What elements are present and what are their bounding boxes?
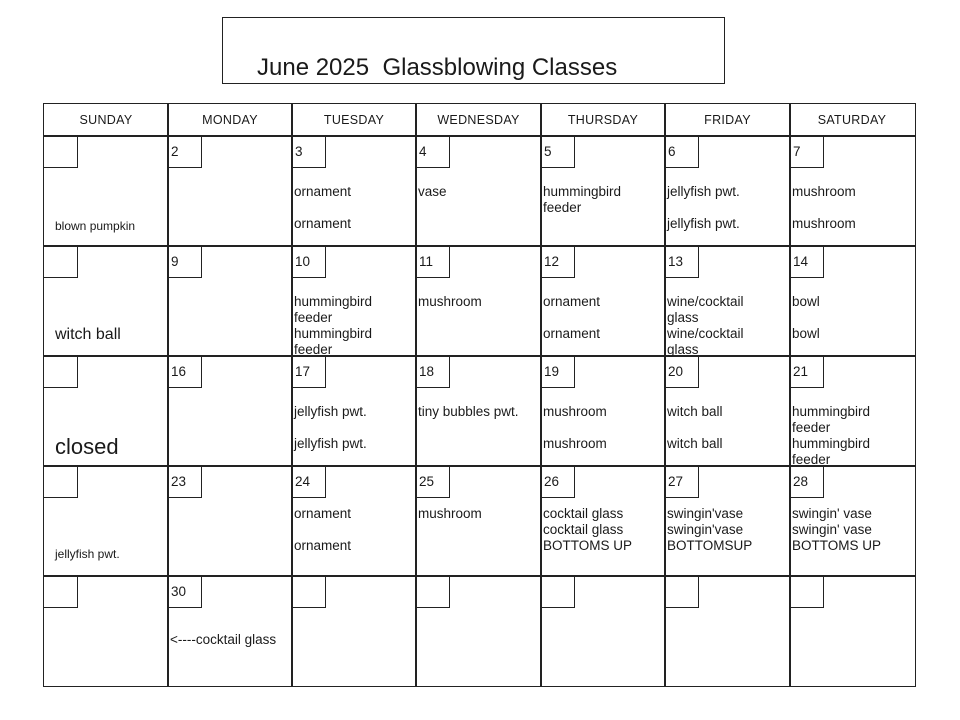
date-box xyxy=(790,246,824,278)
class-entry: ornament xyxy=(294,506,352,521)
day-cell xyxy=(665,246,790,356)
date-number: 23 xyxy=(171,474,187,489)
class-entry: swingin'vase swingin'vase xyxy=(667,506,744,537)
day-header-thursday: THURSDAY xyxy=(567,113,639,127)
day-header-friday: FRIDAY xyxy=(704,113,751,127)
calendar-grid xyxy=(43,103,916,687)
day-cell xyxy=(665,466,790,576)
date-number: 17 xyxy=(295,364,311,379)
class-entry: BOTTOMS UP xyxy=(792,538,882,553)
class-entry: jellyfish pwt. xyxy=(294,404,367,419)
class-entry: hummingbird feeder xyxy=(792,436,871,467)
class-entry: mushroom xyxy=(543,436,607,451)
date-number: 21 xyxy=(793,364,809,379)
date-box xyxy=(292,466,326,498)
class-entry: tiny bubbles pwt. xyxy=(418,404,519,419)
day-header-monday: MONDAY xyxy=(202,113,258,127)
day-header-tuesday: TUESDAY xyxy=(323,113,385,127)
class-entry: jellyfish pwt. xyxy=(667,184,740,199)
date-box xyxy=(790,576,824,608)
date-number: 19 xyxy=(544,364,560,379)
date-box xyxy=(292,576,326,608)
date-number: 25 xyxy=(419,474,435,489)
day-cell xyxy=(416,466,541,576)
class-entry: ornament xyxy=(294,538,352,553)
date-number: 11 xyxy=(419,254,434,269)
date-box xyxy=(168,136,202,168)
class-entry: hummingbird feeder xyxy=(792,404,871,435)
day-cell xyxy=(790,576,914,685)
day-cell xyxy=(790,356,914,466)
date-number: 30 xyxy=(171,584,187,599)
date-number: 20 xyxy=(668,364,684,379)
class-entry: ornament xyxy=(294,184,352,199)
date-box xyxy=(292,356,326,388)
class-entry: mushroom xyxy=(792,216,856,231)
day-header-sunday: SUNDAY xyxy=(79,113,133,127)
date-box xyxy=(790,466,824,498)
day-cell xyxy=(44,466,168,576)
date-number: 3 xyxy=(295,144,303,159)
date-number: 14 xyxy=(793,254,809,269)
class-entry: witch ball xyxy=(667,436,723,451)
date-box xyxy=(168,576,202,608)
class-entry: mushroom xyxy=(792,184,856,199)
date-number: 18 xyxy=(419,364,435,379)
sunday-note: witch ball xyxy=(55,326,121,343)
day-cell xyxy=(541,576,665,685)
date-box xyxy=(790,356,824,388)
class-entry: witch ball xyxy=(667,404,723,419)
date-number: 12 xyxy=(544,254,560,269)
class-entry: <----cocktail glass xyxy=(170,632,277,647)
day-cell xyxy=(292,466,416,576)
date-box xyxy=(541,356,575,388)
calendar-title: June 2025 Glassblowing Classes xyxy=(257,54,618,81)
sunday-note: closed xyxy=(55,434,119,459)
day-cell xyxy=(44,136,168,246)
date-box xyxy=(416,246,450,278)
date-box xyxy=(44,576,78,608)
day-cell xyxy=(416,246,541,356)
date-box xyxy=(168,466,202,498)
class-entry: wine/cocktail glass xyxy=(667,294,744,325)
day-cell xyxy=(168,136,292,246)
date-box xyxy=(168,246,202,278)
class-entry: hummingbird feeder xyxy=(294,326,373,357)
day-cell xyxy=(541,136,665,246)
day-cell xyxy=(44,356,168,466)
date-number: 2 xyxy=(171,144,179,159)
class-entry: mushroom xyxy=(543,404,607,419)
class-entry: hummingbird feeder xyxy=(543,184,622,215)
class-entry: ornament xyxy=(543,326,601,341)
sunday-note: jellyfish pwt. xyxy=(55,547,120,561)
date-box xyxy=(44,466,78,498)
class-entry: jellyfish pwt. xyxy=(667,216,740,231)
class-entry: vase xyxy=(418,184,447,199)
date-box xyxy=(541,466,575,498)
title-box xyxy=(222,17,725,84)
date-box xyxy=(665,466,699,498)
day-cell xyxy=(665,356,790,466)
date-box xyxy=(665,246,699,278)
date-box xyxy=(665,136,699,168)
date-number: 9 xyxy=(171,254,179,269)
day-cell xyxy=(416,576,541,685)
date-box xyxy=(790,136,824,168)
date-box xyxy=(44,246,78,278)
class-entry: mushroom xyxy=(418,506,482,521)
day-cell xyxy=(790,136,914,246)
date-box xyxy=(416,466,450,498)
class-entry: ornament xyxy=(294,216,352,231)
date-number: 7 xyxy=(793,144,801,159)
date-box xyxy=(292,136,326,168)
day-cell xyxy=(168,576,292,685)
day-cell xyxy=(665,576,790,685)
date-box xyxy=(541,136,575,168)
date-box xyxy=(44,356,78,388)
date-number: 26 xyxy=(544,474,560,489)
date-box xyxy=(541,576,575,608)
date-box xyxy=(665,576,699,608)
class-entry: jellyfish pwt. xyxy=(294,436,367,451)
sunday-note: blown pumpkin xyxy=(55,219,136,233)
day-cell xyxy=(790,466,914,576)
day-cell xyxy=(416,136,541,246)
date-number: 6 xyxy=(668,144,676,159)
day-cell xyxy=(541,246,665,356)
day-cell xyxy=(292,246,416,356)
class-entry: swingin' vase swingin' vase xyxy=(792,506,872,537)
day-cell xyxy=(292,356,416,466)
day-cell xyxy=(790,246,914,356)
date-number: 27 xyxy=(668,474,684,489)
day-header-wednesday: WEDNESDAY xyxy=(437,113,520,127)
class-entry: hummingbird feeder xyxy=(294,294,373,325)
day-cell xyxy=(665,136,790,246)
day-cell xyxy=(168,246,292,356)
date-box xyxy=(416,576,450,608)
day-cell xyxy=(541,356,665,466)
day-cell xyxy=(292,576,416,685)
date-number: 13 xyxy=(668,254,684,269)
class-entry: bowl xyxy=(792,294,820,309)
date-number: 4 xyxy=(419,144,427,159)
day-cell xyxy=(44,576,168,685)
date-box xyxy=(44,136,78,168)
class-entry: BOTTOMSUP xyxy=(667,538,753,553)
class-entry: bowl xyxy=(792,326,820,341)
date-box xyxy=(541,246,575,278)
day-cell xyxy=(292,136,416,246)
day-header-saturday: SATURDAY xyxy=(817,113,887,127)
date-box xyxy=(665,356,699,388)
date-number: 16 xyxy=(171,364,187,379)
class-entry: ornament xyxy=(543,294,601,309)
day-cell xyxy=(416,356,541,466)
day-cell xyxy=(168,466,292,576)
date-box xyxy=(168,356,202,388)
date-number: 24 xyxy=(295,474,311,489)
day-cell xyxy=(168,356,292,466)
class-entry: BOTTOMS UP xyxy=(543,538,633,553)
day-cell xyxy=(44,246,168,356)
class-entry: cocktail glass cocktail glass xyxy=(543,506,624,537)
date-box xyxy=(416,136,450,168)
date-number: 28 xyxy=(793,474,809,489)
class-entry: mushroom xyxy=(418,294,482,309)
date-box xyxy=(292,246,326,278)
day-cell xyxy=(541,466,665,576)
date-number: 10 xyxy=(295,254,311,269)
class-entry: wine/cocktail glass xyxy=(667,326,744,357)
date-box xyxy=(416,356,450,388)
date-number: 5 xyxy=(544,144,552,159)
